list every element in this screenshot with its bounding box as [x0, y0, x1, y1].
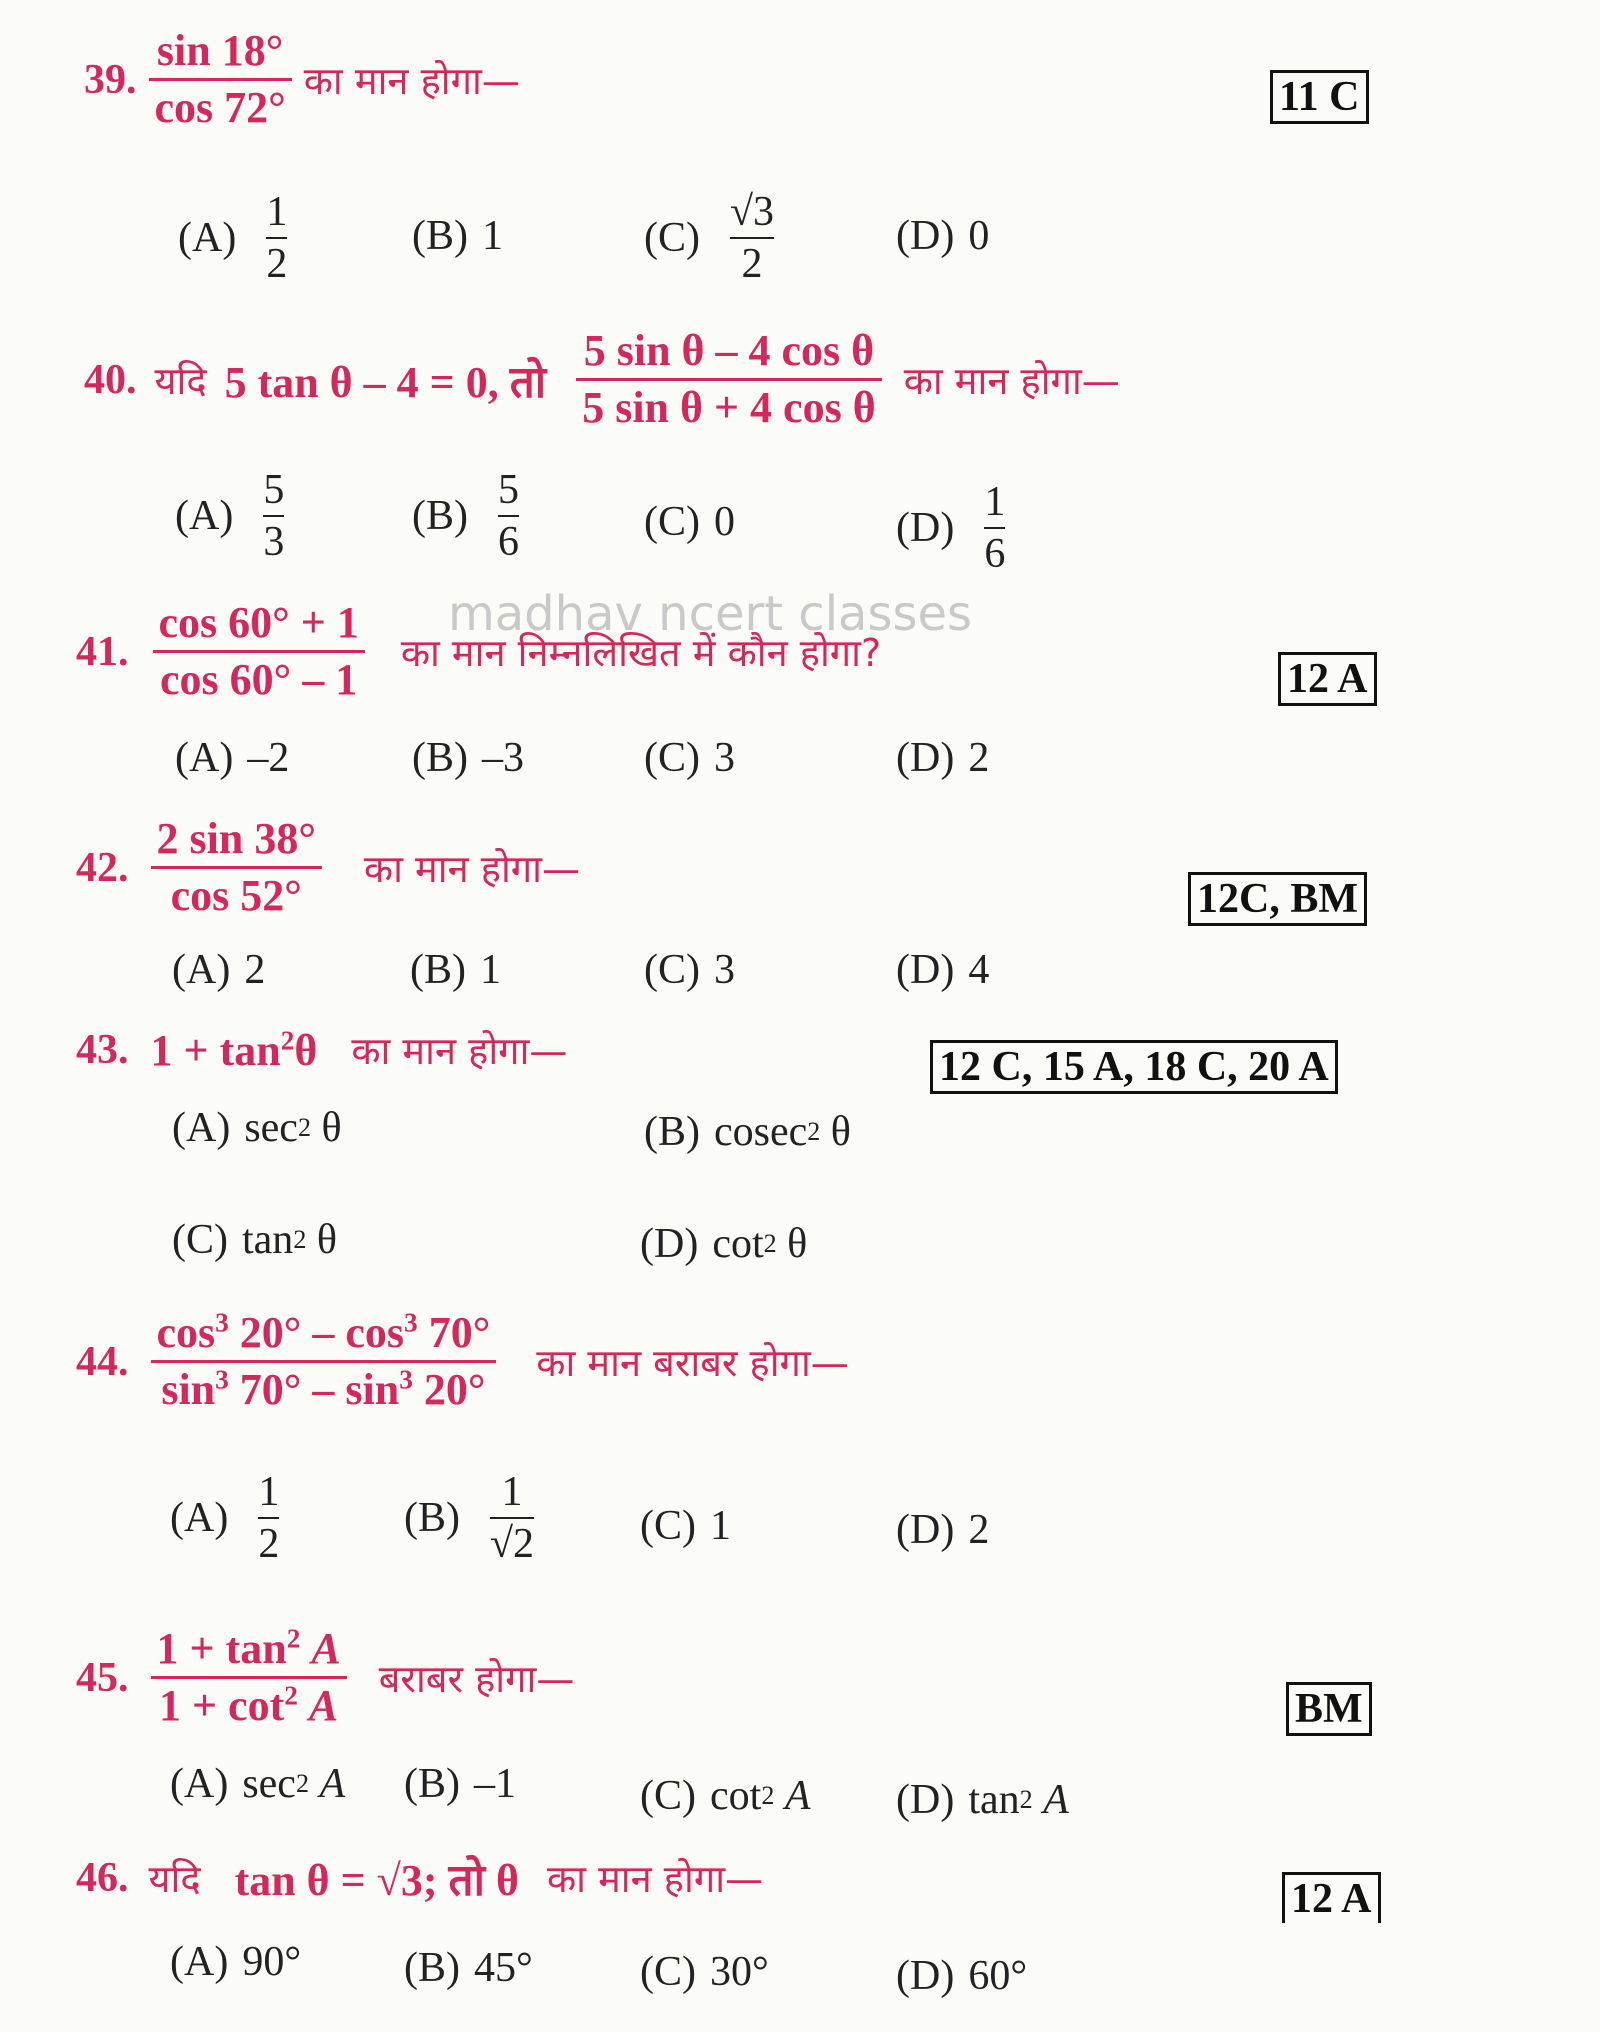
- question-number: 39.: [84, 56, 137, 103]
- question-prefix: यदि: [148, 1857, 201, 1901]
- question-fraction: $\frac{\cos^3 20^\circ - \cos^3 70^\circ}{\sin^3 70^\circ - \sin^3 20^\circ}$: [151, 1310, 497, 1413]
- option-a: (A) sec 2 A: [170, 1761, 346, 1807]
- fraction-numerator: sin 18°: [156, 26, 284, 75]
- exam-tag: 12 A: [1282, 1872, 1381, 1923]
- option-b: (B) 1: [412, 213, 503, 259]
- exam-tag: BM: [1286, 1682, 1372, 1736]
- option-a: (A) 90°: [170, 1939, 302, 1985]
- watermark: madhav ncert classes: [448, 586, 972, 642]
- question-fraction: $\frac{\text{5 sin θ – 4 cos θ}}{\text{5 sin θ + 4 cos θ}}$: [576, 328, 881, 431]
- option-d: (D) tan 2 A: [896, 1777, 1069, 1823]
- option-b: (B) 45°: [404, 1945, 533, 1991]
- question-number: 43.: [76, 1027, 129, 1073]
- option-c: (C) 3: [644, 735, 735, 781]
- question-text: का मान बराबर होगा—: [536, 1340, 849, 1385]
- question-number: 45.: [76, 1654, 129, 1701]
- question-fraction: $\frac{2 \sin 38^\circ}{\cos 52^\circ}$: [151, 816, 322, 919]
- option-c: (C) cot 2 A: [640, 1773, 811, 1819]
- option-b: (B) cosec 2 θ: [644, 1109, 851, 1155]
- option-b: (B) $\frac{1}{√2}$: [404, 1469, 535, 1568]
- question-text: का मान होगा—: [351, 1029, 568, 1073]
- option-c: (C) tan 2 θ: [172, 1217, 337, 1263]
- question-text: का मान निम्नलिखित में कौन होगा?: [400, 630, 882, 675]
- fraction-denominator: cos 72°: [154, 83, 286, 133]
- option-c: (C) 3: [644, 947, 735, 993]
- option-d: (D) 2: [896, 735, 990, 781]
- option-a: (A) –2: [175, 735, 290, 781]
- option-b: (B) $\frac{5}{6}$: [412, 467, 519, 566]
- question-number: 40.: [84, 356, 137, 403]
- option-a: (A) $\frac{1}{2}$: [170, 1469, 280, 1568]
- option-c: (C) 1: [640, 1503, 731, 1549]
- option-c: (C) 30°: [640, 1949, 769, 1995]
- question-text: का मान होगा—: [363, 846, 581, 891]
- option-a: (A) sec 2 θ: [172, 1105, 342, 1151]
- option-d: (D) 0: [896, 213, 990, 259]
- question-text: का मान होगा—: [546, 1857, 764, 1901]
- question-text: बराबर होगा—: [378, 1656, 575, 1701]
- question-condition: tan θ = √3; तो θ: [234, 1856, 519, 1905]
- option-d: (D) 4: [896, 947, 990, 993]
- option-d: (D) cot 2 θ: [640, 1221, 808, 1267]
- exam-tag: 12 C, 15 A, 18 C, 20 A: [930, 1040, 1338, 1094]
- option-b: (B) –3: [412, 735, 524, 781]
- exam-tag: 12 A: [1278, 652, 1377, 706]
- option-a: (A) $\frac{5}{3}$: [175, 467, 285, 566]
- option-b: (B) –1: [404, 1761, 516, 1807]
- option-a: (A) $\frac{1}{2}$: [178, 189, 288, 288]
- question-number: 46.: [76, 1855, 129, 1901]
- option-c: (C) $\frac{√3}{2}$: [644, 189, 775, 288]
- option-b: (B) 1: [410, 947, 501, 993]
- question-fraction: $\frac{1 + \tan^2 A}{1 + \cot^2 A}$: [151, 1626, 347, 1729]
- option-d: (D) $\frac{1}{6}$: [896, 479, 1006, 578]
- option-c: (C) 0: [644, 499, 735, 545]
- exam-tag: 12C, BM: [1188, 872, 1367, 926]
- question-number: 44.: [76, 1338, 129, 1385]
- exam-tag: 11 C: [1270, 70, 1369, 124]
- option-a: (A) 2: [172, 947, 266, 993]
- question-text: का मान होगा—: [303, 58, 520, 103]
- question-number: 41.: [76, 628, 129, 675]
- question-expression: $1 + \tan^2\theta$: [150, 1024, 318, 1075]
- option-d: (D) 60°: [896, 1953, 1028, 1999]
- question-number: 42.: [76, 844, 129, 891]
- question-prefix: यदि: [154, 358, 207, 403]
- question-fraction: [149, 28, 292, 131]
- question-text: का मान होगा—: [903, 358, 1120, 403]
- question-fraction: $\frac{\cos 60^\circ + 1}{\cos 60^\circ - 1}$: [153, 600, 365, 703]
- question-condition: 5 tan θ – 4 = 0, तो: [224, 357, 547, 407]
- option-d: (D) 2: [896, 1507, 990, 1553]
